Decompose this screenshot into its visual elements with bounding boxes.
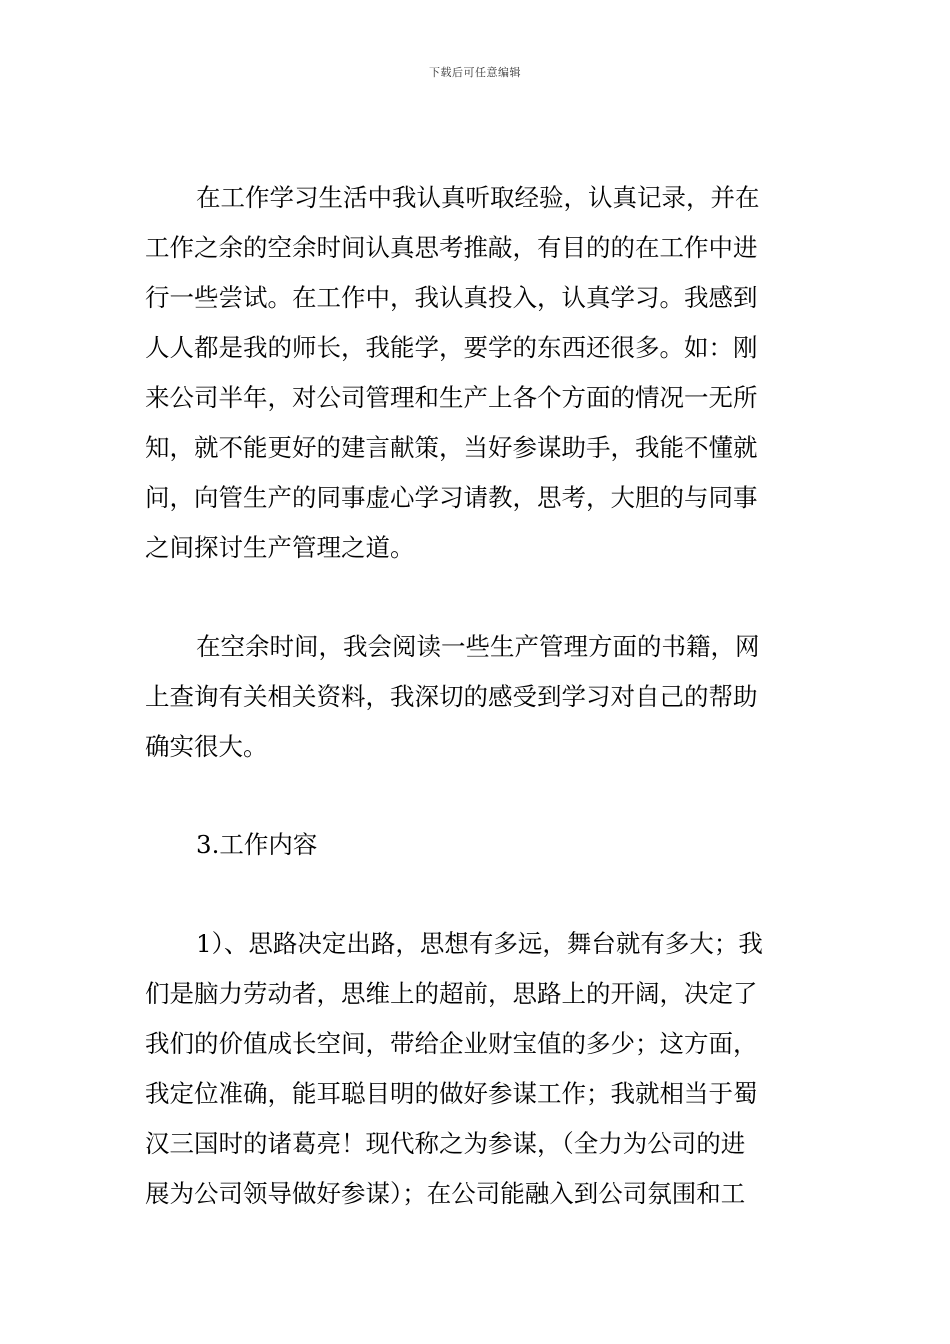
paragraph-3-line-3: 我们的价值成长空间，带给企业财宝值的多少；这方面， [145,1029,758,1058]
page-header: 下载后可任意编辑 [429,66,521,79]
paragraph-3-line-1: 1）、思路决定出路，思想有多远，舞台就有多大；我 [196,929,763,958]
paragraph-1-line-8: 之间探讨生产管理之道。 [145,533,415,562]
paragraph-1-line-1: 在工作学习生活中我认真听取经验，认真记录，并在 [196,183,760,212]
section-heading: 3.工作内容 [196,830,318,859]
paragraph-3-line-6: 展为公司领导做好参谋）；在公司能融入到公司氛围和工 [145,1179,746,1208]
paragraph-2-line-2: 上查询有关相关资料，我深切的感受到学习对自己的帮助 [145,682,758,711]
paragraph-3-line-2: 们是脑力劳动者，思维上的超前，思路上的开阔，决定了 [145,979,758,1008]
paragraph-3-line-4: 我定位准确，能耳聪目明的做好参谋工作；我就相当于蜀 [145,1079,758,1108]
paragraph-1-line-4: 人人都是我的师长，我能学，要学的东西还很多。如：刚 [145,333,758,362]
paragraph-1-line-2: 工作之余的空余时间认真思考推敲，有目的的在工作中进 [145,233,758,262]
paragraph-3-line-5: 汉三国时的诸葛亮！现代称之为参谋，（全力为公司的进 [145,1129,746,1158]
paragraph-1-line-3: 行一些尝试。在工作中，我认真投入，认真学习。我感到 [145,283,758,312]
paragraph-1-line-5: 来公司半年，对公司管理和生产上各个方面的情况一无所 [145,383,758,412]
paragraph-2-line-1: 在空余时间，我会阅读一些生产管理方面的书籍，网 [196,632,760,661]
paragraph-1-line-7: 问，向管生产的同事虚心学习请教，思考，大胆的与同事 [145,483,758,512]
paragraph-1-line-6: 知，就不能更好的建言献策，当好参谋助手，我能不懂就 [145,433,758,462]
paragraph-2-line-3: 确实很大。 [145,732,268,761]
